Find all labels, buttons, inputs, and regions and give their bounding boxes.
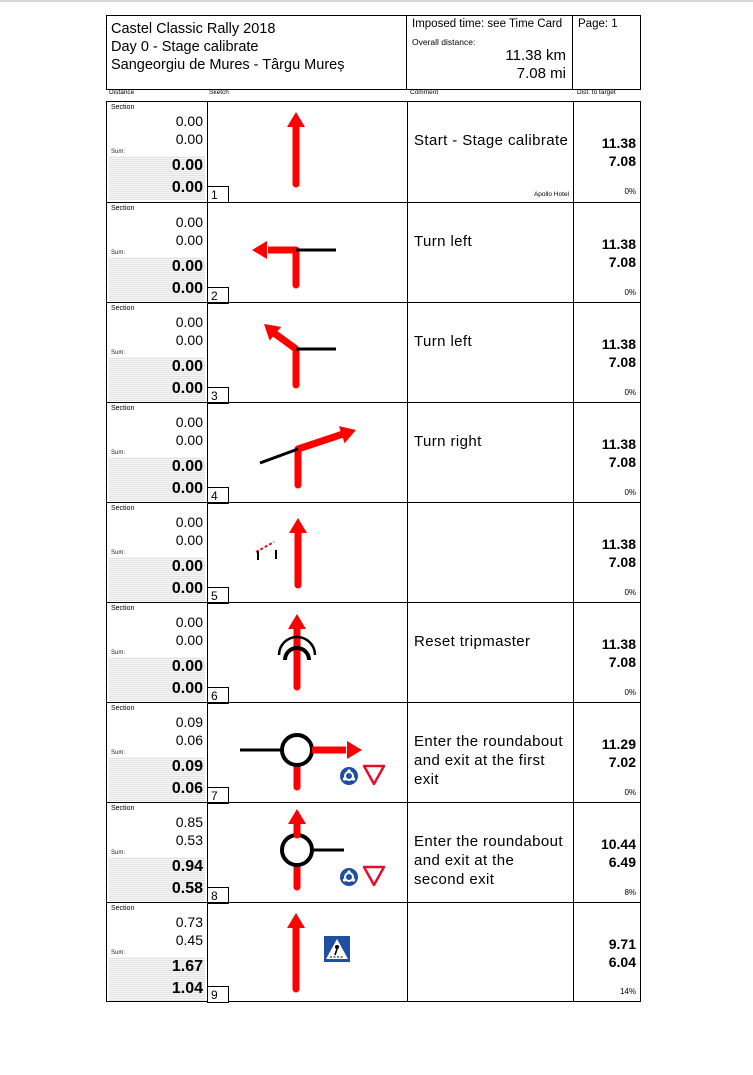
box-number: 7 bbox=[207, 787, 229, 804]
section-label: Section bbox=[111, 505, 135, 512]
section-distance-mi: 0.00 bbox=[175, 632, 203, 648]
tulip-diagram bbox=[208, 803, 407, 903]
progress-percent: 0% bbox=[624, 288, 636, 297]
sum-distance-mi: 0.00 bbox=[171, 280, 203, 297]
section-distance-mi: 0.00 bbox=[175, 332, 203, 348]
tulip-diagram bbox=[208, 703, 407, 803]
section-distance-km: 0.00 bbox=[175, 214, 203, 230]
sketch-cell bbox=[207, 203, 408, 303]
sketch-cell bbox=[207, 102, 408, 202]
sketch-cell bbox=[207, 503, 408, 603]
dist-to-target-km: 11.38 bbox=[601, 336, 636, 352]
arrow-head bbox=[287, 913, 305, 928]
column-header-comment: Comment bbox=[410, 89, 439, 96]
side-road-line bbox=[260, 449, 298, 463]
sketch-cell bbox=[207, 803, 408, 903]
dist-to-target-cell bbox=[574, 403, 640, 503]
progress-percent: 8% bbox=[624, 888, 636, 897]
section-distance-mi: 0.45 bbox=[175, 932, 203, 948]
tulip-diagram bbox=[208, 203, 407, 303]
comment-cell bbox=[408, 903, 574, 1002]
roundabout-sign-icon bbox=[340, 868, 358, 886]
route-line bbox=[274, 333, 296, 349]
imposed-time: Imposed time: see Time Card bbox=[412, 18, 563, 30]
dist-to-target-km: 11.38 bbox=[601, 236, 636, 252]
section-label: Section bbox=[111, 905, 135, 912]
roadbook-row[interactable] bbox=[107, 402, 640, 503]
tulip-diagram bbox=[208, 603, 407, 703]
box-number: 6 bbox=[207, 687, 229, 704]
section-label: Section bbox=[111, 605, 135, 612]
comment-text: Reset tripmaster bbox=[414, 633, 531, 650]
dist-to-target-mi: 6.04 bbox=[608, 954, 636, 970]
sum-distance-km: 0.00 bbox=[171, 658, 203, 675]
distance-cell bbox=[107, 603, 207, 703]
column-header-sketch: Sketch bbox=[209, 89, 229, 96]
sum-distance-km: 0.00 bbox=[171, 258, 203, 275]
box-number: 3 bbox=[207, 387, 229, 404]
box-number: 4 bbox=[207, 487, 229, 504]
roadbook-table bbox=[106, 101, 641, 1002]
dist-to-target-km: 11.38 bbox=[601, 536, 636, 552]
dist-to-target-mi: 7.08 bbox=[608, 454, 636, 470]
section-distance-km: 0.00 bbox=[175, 414, 203, 430]
tulip-diagram bbox=[208, 503, 407, 603]
tulip-diagram bbox=[208, 403, 407, 503]
dist-to-target-cell bbox=[574, 303, 640, 403]
box-number: 8 bbox=[207, 887, 229, 904]
comment-cell bbox=[408, 603, 574, 703]
dist-to-target-km: 11.38 bbox=[601, 135, 636, 151]
distance-cell bbox=[107, 102, 207, 202]
roadbook-row[interactable] bbox=[107, 702, 640, 803]
comment-note: Apollo Hotel bbox=[533, 191, 569, 198]
roadbook-row[interactable] bbox=[107, 602, 640, 703]
distance-cell bbox=[107, 403, 207, 503]
sum-label: Sum: bbox=[111, 850, 126, 856]
dist-to-target-cell bbox=[574, 503, 640, 603]
progress-percent: 0% bbox=[624, 788, 636, 797]
sketch-cell bbox=[207, 703, 408, 803]
sum-distance-mi: 0.00 bbox=[171, 580, 203, 597]
section-distance-km: 0.09 bbox=[175, 714, 203, 730]
comment-cell bbox=[408, 803, 574, 903]
comment-text: Turn left bbox=[414, 233, 473, 250]
rally-title: Castel Classic Rally 2018 bbox=[111, 21, 276, 37]
dist-to-target-cell bbox=[574, 102, 640, 202]
comment-text: Enter the roundabout and exit at the second exit bbox=[414, 833, 563, 888]
section-distance-mi: 0.53 bbox=[175, 832, 203, 848]
progress-percent: 0% bbox=[624, 588, 636, 597]
sum-distance-km: 0.00 bbox=[171, 558, 203, 575]
section-label: Section bbox=[111, 705, 135, 712]
roundabout-sign-icon bbox=[340, 767, 358, 785]
roadbook-row[interactable] bbox=[107, 102, 640, 202]
section-distance-mi: 0.00 bbox=[175, 532, 203, 548]
sum-distance-mi: 0.58 bbox=[171, 880, 203, 897]
sum-distance-km: 0.00 bbox=[171, 157, 203, 174]
yield-sign-icon bbox=[364, 766, 384, 784]
tulip-diagram bbox=[208, 903, 407, 1003]
dist-to-target-cell bbox=[574, 903, 640, 1002]
distance-cell bbox=[107, 703, 207, 803]
sum-label: Sum: bbox=[111, 550, 126, 556]
rally-title-cell bbox=[107, 16, 407, 89]
comment-text: Start - Stage calibrate bbox=[414, 132, 569, 149]
roundabout-circle bbox=[282, 735, 312, 765]
route-line bbox=[298, 434, 343, 449]
section-distance-km: 0.00 bbox=[175, 314, 203, 330]
dist-to-target-mi: 7.08 bbox=[608, 654, 636, 670]
comment-text: Turn right bbox=[414, 433, 482, 450]
sum-label: Sum: bbox=[111, 250, 126, 256]
sketch-cell bbox=[207, 403, 408, 503]
section-label: Section bbox=[111, 305, 135, 312]
section-distance-km: 0.00 bbox=[175, 113, 203, 129]
box-number: 2 bbox=[207, 287, 229, 304]
dist-to-target-cell bbox=[574, 603, 640, 703]
distance-cell bbox=[107, 203, 207, 303]
page-number: Page: 1 bbox=[578, 18, 618, 30]
sum-label: Sum: bbox=[111, 950, 126, 956]
section-label: Section bbox=[111, 205, 135, 212]
column-header-distance: Distance bbox=[109, 89, 135, 96]
dist-to-target-mi: 7.08 bbox=[608, 554, 636, 570]
roundabout-circle bbox=[282, 835, 312, 865]
barrier-icon bbox=[256, 542, 274, 552]
day-stage-title: Day 0 - Stage calibrate bbox=[111, 39, 259, 55]
arrow-head bbox=[288, 809, 306, 824]
distance-cell bbox=[107, 903, 207, 1002]
dist-to-target-km: 11.38 bbox=[601, 436, 636, 452]
pedestrian-crossing-sign-icon bbox=[324, 936, 350, 962]
section-distance-mi: 0.00 bbox=[175, 131, 203, 147]
sketch-cell bbox=[207, 303, 408, 403]
comment-cell bbox=[408, 503, 574, 603]
distance-cell bbox=[107, 503, 207, 603]
top-edge-line bbox=[0, 0, 753, 2]
section-distance-km: 0.73 bbox=[175, 914, 203, 930]
sum-distance-mi: 0.00 bbox=[171, 480, 203, 497]
comment-cell bbox=[408, 303, 574, 403]
roadbook-row[interactable] bbox=[107, 302, 640, 403]
dist-to-target-km: 11.29 bbox=[601, 736, 636, 752]
sum-label: Sum: bbox=[111, 450, 126, 456]
section-distance-km: 0.00 bbox=[175, 514, 203, 530]
sum-label: Sum: bbox=[111, 149, 126, 155]
time-distance-cell bbox=[407, 16, 573, 89]
sum-distance-km: 0.09 bbox=[171, 758, 203, 775]
sum-label: Sum: bbox=[111, 750, 126, 756]
section-label: Section bbox=[111, 405, 135, 412]
arrow-head bbox=[289, 518, 307, 533]
section-distance-mi: 0.06 bbox=[175, 732, 203, 748]
section-distance-mi: 0.00 bbox=[175, 232, 203, 248]
sum-distance-mi: 0.06 bbox=[171, 780, 203, 797]
box-number: 5 bbox=[207, 587, 229, 604]
dist-to-target-mi: 7.08 bbox=[608, 254, 636, 270]
comment-cell bbox=[408, 102, 574, 202]
sum-distance-km: 1.67 bbox=[171, 958, 203, 975]
comment-text: Enter the roundabout and exit at the first exit bbox=[414, 733, 563, 788]
box-number: 9 bbox=[207, 986, 229, 1003]
comment-cell bbox=[408, 403, 574, 503]
progress-percent: 0% bbox=[624, 688, 636, 697]
arrow-head bbox=[288, 614, 306, 629]
dist-to-target-km: 9.71 bbox=[608, 936, 636, 952]
column-header-dist-to-target: Dist. to target bbox=[577, 89, 616, 96]
roadbook-row[interactable] bbox=[107, 502, 640, 603]
sketch-cell bbox=[207, 903, 408, 1002]
overall-distance-mi: 7.08 mi bbox=[516, 65, 566, 82]
sum-distance-mi: 0.00 bbox=[171, 680, 203, 697]
dist-to-target-mi: 7.08 bbox=[608, 153, 636, 169]
distance-cell bbox=[107, 303, 207, 403]
tulip-diagram bbox=[208, 102, 407, 202]
section-label: Section bbox=[111, 104, 135, 111]
progress-percent: 0% bbox=[624, 488, 636, 497]
distance-cell bbox=[107, 803, 207, 903]
roadbook-header bbox=[106, 15, 641, 90]
section-distance-km: 0.85 bbox=[175, 814, 203, 830]
overall-distance-km: 11.38 km bbox=[505, 47, 566, 64]
sum-label: Sum: bbox=[111, 650, 126, 656]
sum-distance-km: 0.00 bbox=[171, 458, 203, 475]
dist-to-target-mi: 6.49 bbox=[608, 854, 636, 870]
sum-distance-km: 0.94 bbox=[171, 858, 203, 875]
sum-distance-mi: 1.04 bbox=[171, 980, 203, 997]
dist-to-target-km: 11.38 bbox=[601, 636, 636, 652]
progress-percent: 14% bbox=[619, 987, 636, 996]
section-distance-mi: 0.00 bbox=[175, 432, 203, 448]
progress-percent: 0% bbox=[624, 388, 636, 397]
roadbook-row[interactable] bbox=[107, 802, 640, 903]
page-cell bbox=[573, 16, 640, 89]
section-label: Section bbox=[111, 805, 135, 812]
dist-to-target-mi: 7.02 bbox=[608, 754, 636, 770]
sum-distance-mi: 0.00 bbox=[171, 179, 203, 196]
sum-label: Sum: bbox=[111, 350, 126, 356]
sum-distance-mi: 0.00 bbox=[171, 380, 203, 397]
yield-sign-icon bbox=[364, 867, 384, 885]
arrow-head bbox=[252, 241, 267, 259]
dist-to-target-cell bbox=[574, 203, 640, 303]
route-title: Sangeorgiu de Mures - Târgu Mureș bbox=[111, 57, 345, 73]
arrow-head bbox=[347, 741, 362, 759]
comment-text: Turn left bbox=[414, 333, 473, 350]
box-number: 1 bbox=[207, 186, 229, 203]
roadbook-row[interactable] bbox=[107, 902, 640, 1002]
dist-to-target-cell bbox=[574, 703, 640, 803]
sum-distance-km: 0.00 bbox=[171, 358, 203, 375]
section-distance-km: 0.00 bbox=[175, 614, 203, 630]
dist-to-target-km: 10.44 bbox=[600, 836, 636, 852]
sketch-cell bbox=[207, 603, 408, 703]
tulip-diagram bbox=[208, 303, 407, 403]
dist-to-target-mi: 7.08 bbox=[608, 354, 636, 370]
arrow-head bbox=[287, 112, 305, 127]
roadbook-row[interactable] bbox=[107, 202, 640, 303]
comment-cell bbox=[408, 703, 574, 803]
comment-cell bbox=[408, 203, 574, 303]
overall-distance-label: Overall distance: bbox=[412, 37, 476, 47]
progress-percent: 0% bbox=[624, 187, 636, 196]
dist-to-target-cell bbox=[574, 803, 640, 903]
